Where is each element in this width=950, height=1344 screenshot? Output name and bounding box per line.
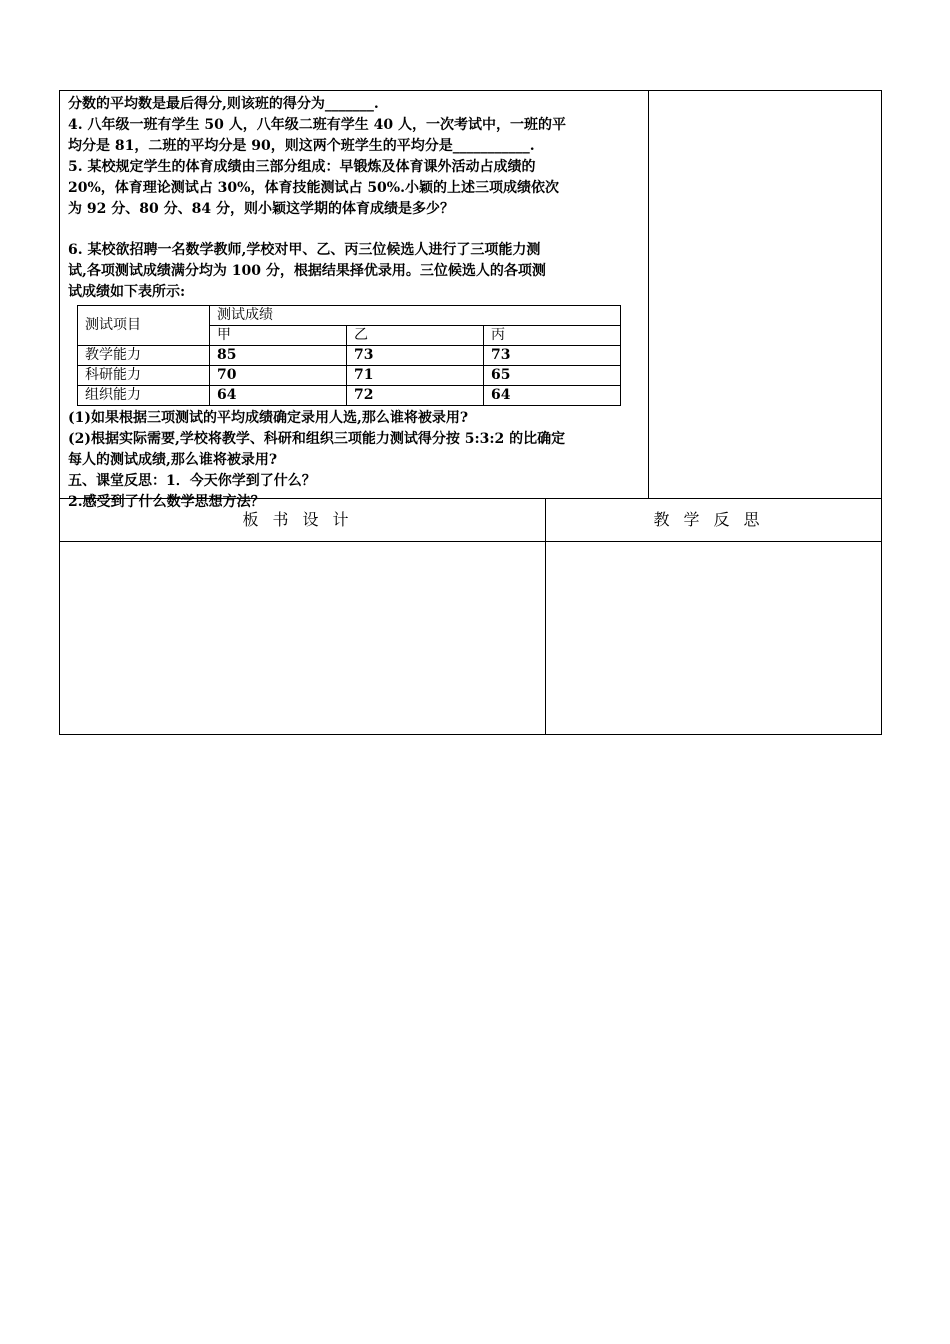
- score-cell: 73: [347, 346, 484, 366]
- text-line: 分数的平均数是最后得分,则该班的得分为_______.: [68, 96, 379, 112]
- score-table: [77, 305, 621, 406]
- sub-question-1: (1)如果根据三项测试的平均成绩确定录用人选,那么谁将被录用?: [68, 410, 469, 426]
- section-header-row: [60, 498, 881, 542]
- sub-question-2-line-1: (2)根据实际需要,学校将教学、科研和组织三项能力测试得分按 5:3:2 的比确定: [68, 431, 566, 447]
- row-label: 教学能力: [78, 346, 210, 366]
- col-header-item: 测试项目: [78, 306, 210, 346]
- score-cell: 64: [484, 386, 621, 406]
- teaching-reflection-heading: 教学反思: [653, 510, 774, 529]
- lesson-table: [59, 90, 882, 735]
- reflection-line-2: 2.感受到了什么数学思想方法？: [68, 494, 265, 510]
- score-cell: 73: [484, 346, 621, 366]
- exercise-content: [68, 94, 643, 513]
- row-label: 科研能力: [78, 366, 210, 386]
- notes-column-divider: [648, 91, 649, 498]
- score-cell: 70: [210, 366, 347, 386]
- col-header-score: 测试成绩: [210, 306, 621, 326]
- row-label: 组织能力: [78, 386, 210, 406]
- question-6-line-3: 试成绩如下表所示:: [68, 284, 186, 300]
- candidate-header: 丙: [484, 326, 621, 346]
- section-divider: [545, 498, 546, 734]
- table-row: [78, 386, 621, 406]
- score-cell: 71: [347, 366, 484, 386]
- question-6-line-1: 6. 某校欲招聘一名数学教师,学校对甲、乙、丙三位候选人进行了三项能力测: [68, 242, 541, 258]
- table-row: [78, 346, 621, 366]
- score-cell: 72: [347, 386, 484, 406]
- score-cell: 85: [210, 346, 347, 366]
- score-cell: 65: [484, 366, 621, 386]
- sub-question-2-line-2: 每人的测试成绩,那么谁将被录用?: [68, 452, 278, 468]
- board-design-heading: 板书设计: [242, 510, 363, 529]
- score-cell: 64: [210, 386, 347, 406]
- question-5-line-1: 5. 某校规定学生的体育成绩由三部分组成：早锻炼及体育课外活动占成绩的: [68, 159, 536, 175]
- reflection-line-1: 五、课堂反思：1．今天你学到了什么？: [68, 473, 316, 489]
- question-4-line-1: 4. 八年级一班有学生 50 人，八年级二班有学生 40 人，一次考试中，一班的平: [68, 117, 566, 133]
- question-5-line-2: 20%，体育理论测试占 30%，体育技能测试占 50%.小颖的上述三项成绩依次: [68, 180, 559, 196]
- question-4-line-2: 均分是 81，二班的平均分是 90，则这两个班学生的平均分是___________.: [68, 138, 535, 154]
- question-6-line-2: 试,各项测试成绩满分均为 100 分，根据结果择优录用。三位候选人的各项测: [68, 263, 546, 279]
- question-5-line-3: 为 92 分、80 分、84 分，则小颖这学期的体育成绩是多少？: [68, 201, 454, 217]
- candidate-header: 乙: [347, 326, 484, 346]
- candidate-header: 甲: [210, 326, 347, 346]
- table-row: [78, 366, 621, 386]
- exercise-row: [60, 91, 881, 510]
